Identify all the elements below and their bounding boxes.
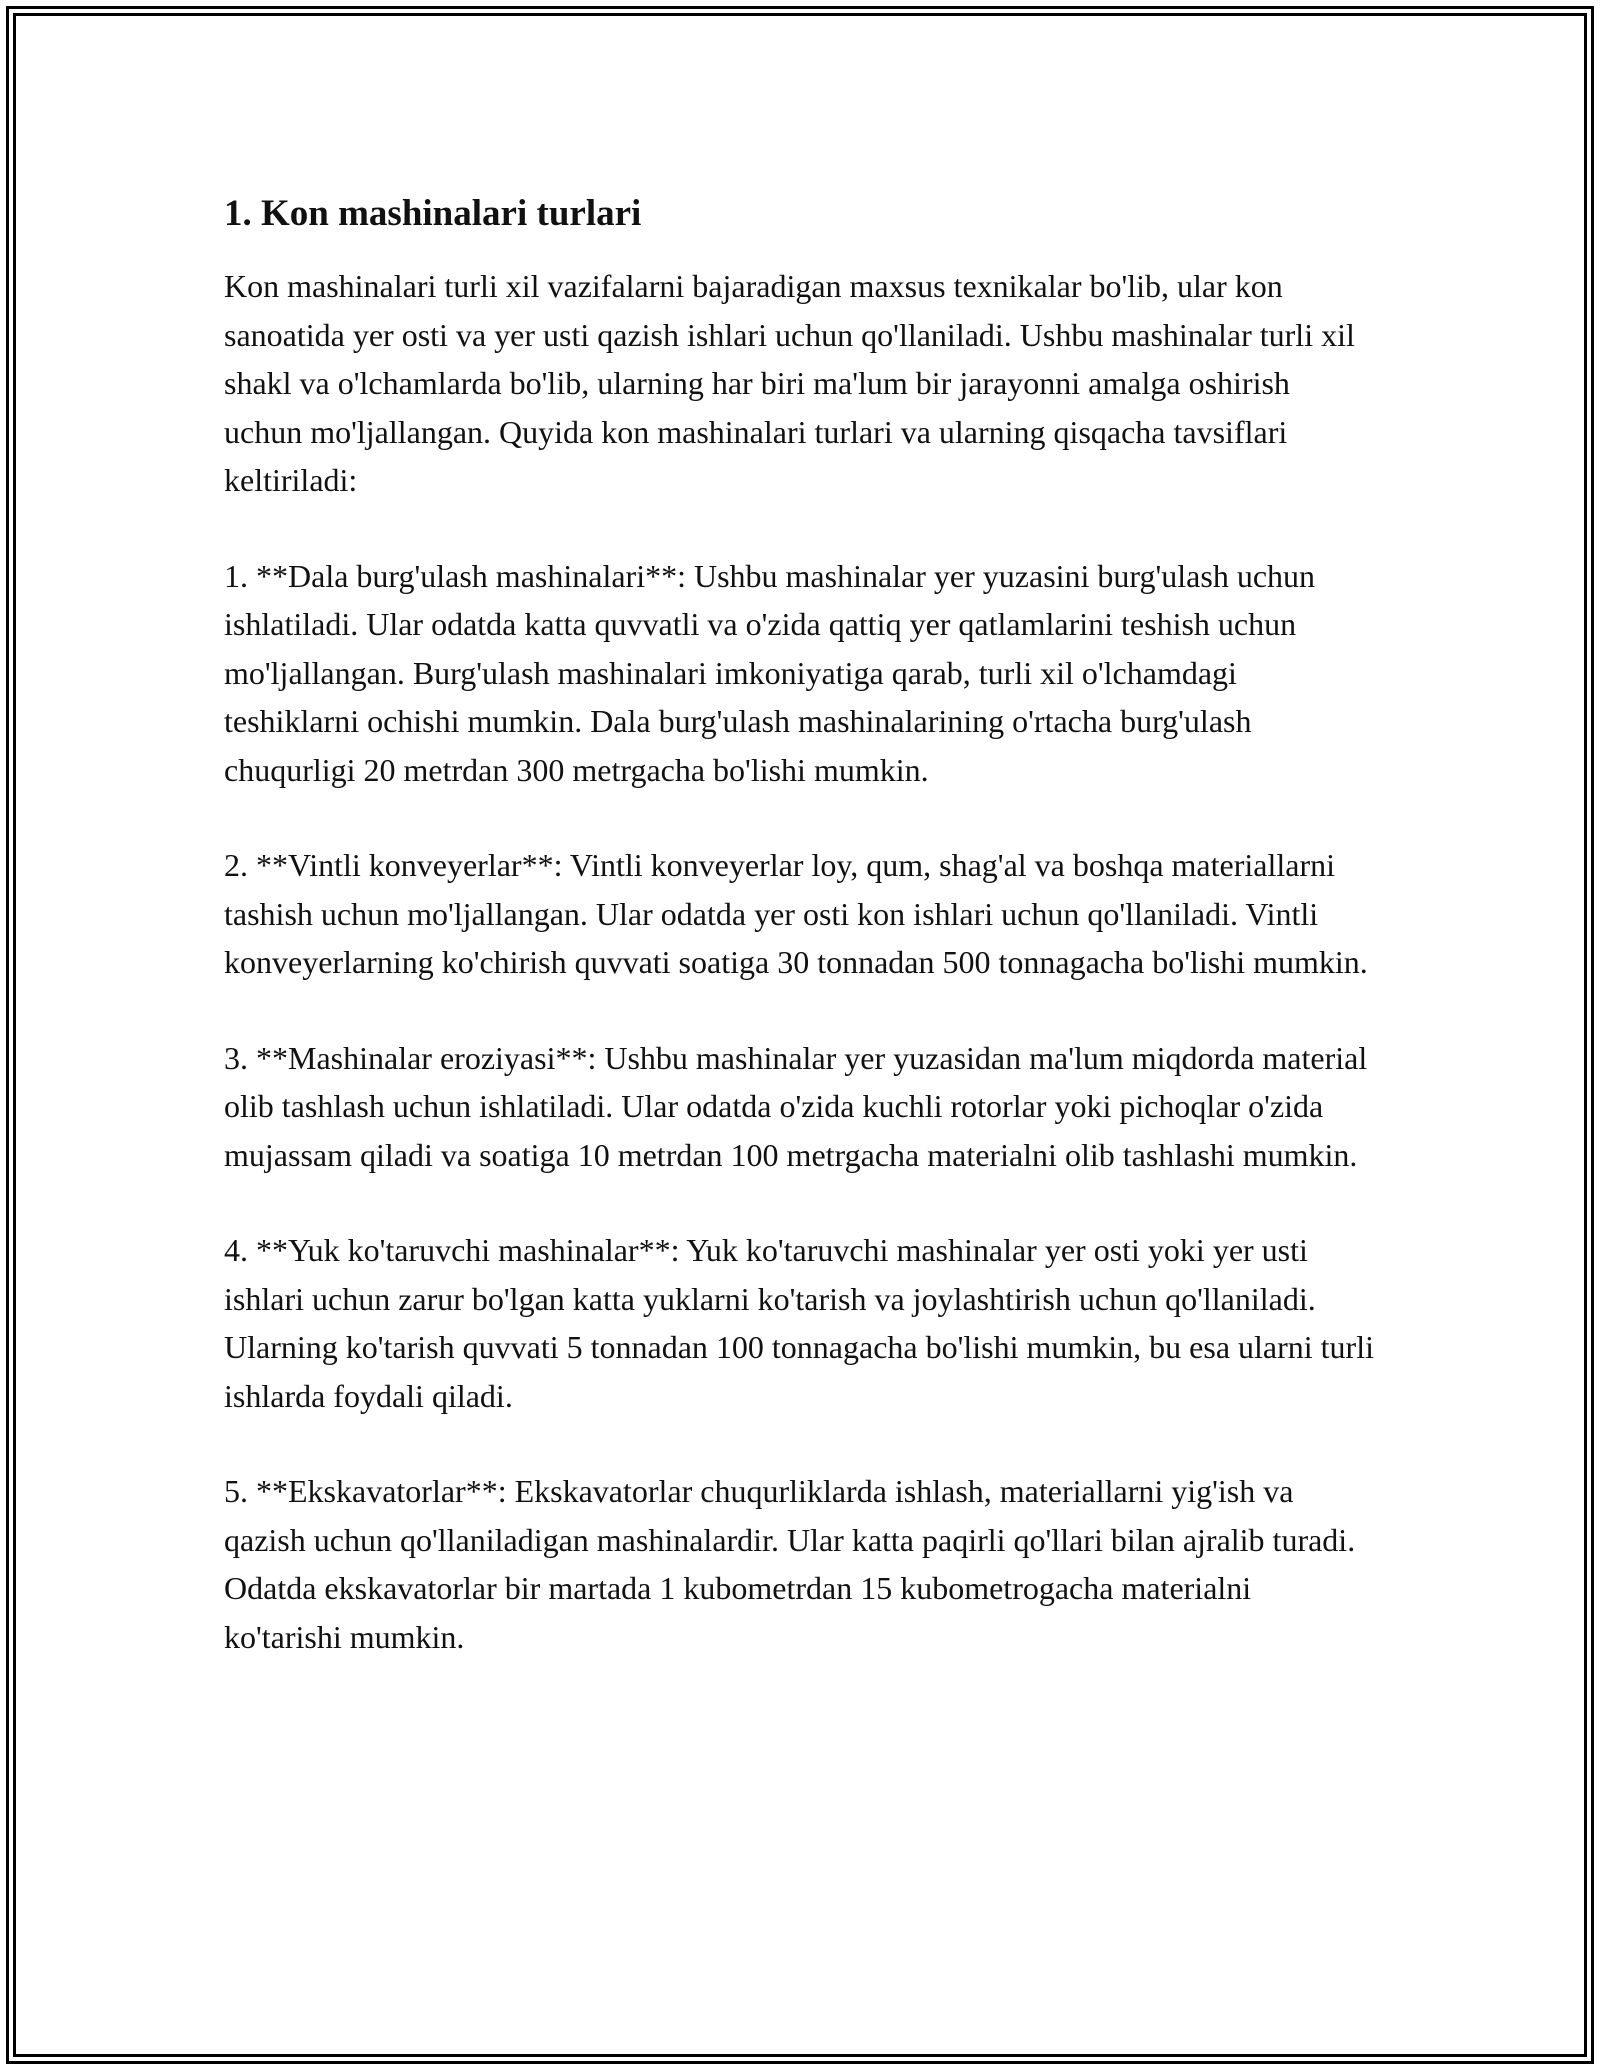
list-item-lifting-machines: 4. **Yuk ko'taruvchi mashinalar**: Yuk ko'taruvchi mashinalar yer osti yoki yer usti ishlari uchun zarur bo'lgan katta yuklarni ko'tarish va joylashtirish uchun qo'llaniladi. Ularning ko'tarish quvvati 5 tonnadan 100 tonnagacha bo'lishi mumkin, bu esa ularni turli ishlarda foydali qiladi.	[224, 1232, 1374, 1414]
list-item-excavators: 5. **Ekskavatorlar**: Ekskavatorlar chuqurliklarda ishlash, materiallarni yig'ish va qazish uchun qo'llaniladigan mashinalardir. Ular katta paqirli qo'llari bilan ajralib turadi. Odatda ekskavatorlar bir martada 1 kubometrdan 15 kubometrogacha materialni ko'tarishi mumkin.	[224, 1473, 1356, 1655]
document-body	[224, 188, 1374, 1661]
intro-paragraph: Kon mashinalari turli xil vazifalarni bajaradigan maxsus texnikalar bo'lib, ular kon sanoatida yer osti va yer usti qazish ishlari uchun qo'llaniladi. Ushbu mashinalar turli xil shakl va o'lchamlarda bo'lib, ularning har biri ma'lum bir jarayonni amalga oshirish uchun mo'ljallangan. Quyida kon mashinalari turlari va ularning qisqacha tavsiflari keltiriladi:	[224, 268, 1355, 498]
section-heading: 1. Kon mashinalari turlari	[224, 193, 642, 234]
list-item-drilling-machines: 1. **Dala burg'ulash mashinalari**: Ushbu mashinalar yer yuzasini burg'ulash uchun ishlatiladi. Ular odatda katta quvvatli va o'zida qattiq yer qatlamlarini teshish uchun mo'ljallangan. Burg'ulash mashinalari imkoniyatiga qarab, turli xil o'lchamdagi teshiklarni ochishi mumkin. Dala burg'ulash mashinalarining o'rtacha burg'ulash chuqurligi 20 metrdan 300 metrgacha bo'lishi mumkin.	[224, 557, 1316, 788]
list-item-erosion-machines: 3. **Mashinalar eroziyasi**: Ushbu mashinalar yer yuzasidan ma'lum miqdorda material olib tashlash uchun ishlatiladi. Ular odatda o'zida kuchli rotorlar yoki pichoqlar o'zida mujassam qiladi va soatiga 10 metrdan 100 metrgacha materialni olib tashlashi mumkin.	[224, 1039, 1368, 1173]
list-item-screw-conveyors: 2. **Vintli konveyerlar**: Vintli konveyerlar loy, qum, shag'al va boshqa materiallarni tashish uchun mo'ljallangan. Ular odatda yer osti kon ishlari uchun qo'llaniladi. Vintli konveyerlarning ko'chirish quvvati soatiga 30 tonnadan 500 tonnagacha bo'lishi mumkin.	[224, 847, 1368, 980]
